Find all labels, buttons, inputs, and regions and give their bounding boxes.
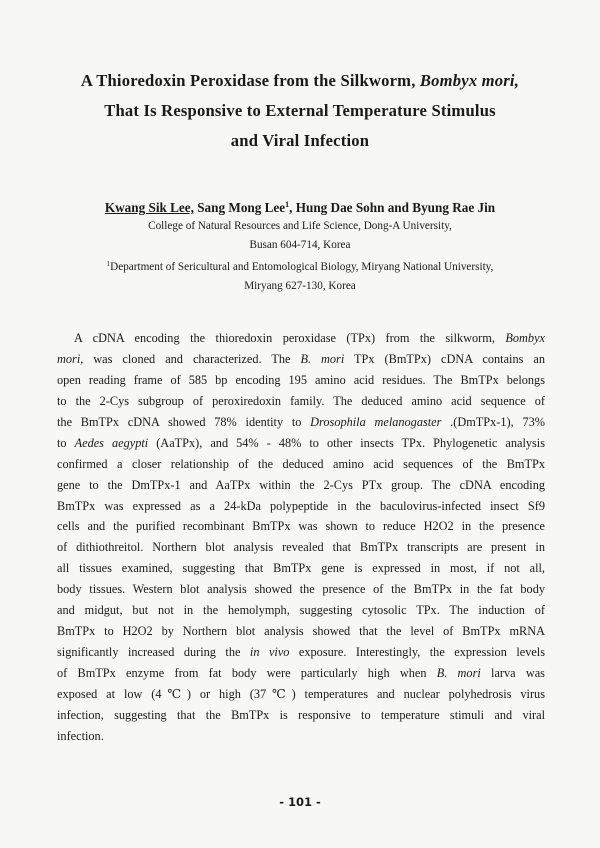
author-second-affil-mark: 1 xyxy=(285,200,290,209)
abstract-italic: in vivo xyxy=(249,645,290,660)
abstract-text: the BmTPx cDNA showed 78% identity to xyxy=(57,414,311,429)
abstract-line: infection, suggesting that the BmTPx is responsive to temperature stimuli and viral xyxy=(57,707,545,722)
author-rest: , Hung Dae Sohn and Byung Rae Jin xyxy=(289,200,496,215)
abstract xyxy=(57,328,545,747)
abstract-line: to the 2-Cys subgroup of peroxiredoxin family. The deduced amino acid sequence of xyxy=(57,393,545,408)
abstract-italic: Aedes aegypti xyxy=(74,435,149,450)
affiliation-1-line-1: College of Natural Resources and Life Science, Dong-A University, xyxy=(148,220,452,232)
abstract-line: gene to the DmTPx-1 and AaTPx within the 2-Cys PTx group. The cDNA encoding xyxy=(57,477,545,492)
abstract-text: larva was xyxy=(480,666,545,680)
paper-title xyxy=(40,66,560,156)
author-list xyxy=(40,196,560,217)
abstract-line: confirmed a closer relationship of the deduced amino acid sequences of the BmTPx xyxy=(57,456,545,471)
affiliation-2-line-1 xyxy=(40,255,560,277)
abstract-italic: Bombyx xyxy=(505,331,545,345)
author-first: Kwang Sik Lee, xyxy=(104,200,194,215)
abstract-italic: mori xyxy=(57,351,81,366)
affiliation-1-line-2: Busan 604-714, Korea xyxy=(249,239,351,251)
author-second: Sang Mong Lee xyxy=(193,200,286,215)
abstract-text: exposure. Interestingly, the expression levels xyxy=(289,645,546,660)
affiliation-1 xyxy=(40,217,560,255)
abstract-text: of BmTPx enzyme from fat body were particularly high when xyxy=(57,666,437,680)
affiliation-2-text: Department of Sericultural and Entomological Biology, Miryang National University, xyxy=(110,261,494,273)
affiliation-2 xyxy=(40,255,560,296)
abstract-line: infection. xyxy=(57,728,104,743)
abstract-line: BmTPx was expressed as a 24-kDa polypeptide in the baculovirus-infected insect Sf9 xyxy=(57,498,545,513)
page-number: - 101 - xyxy=(279,795,321,809)
abstract-line xyxy=(57,433,545,454)
abstract-line: exposed at low (4℃) or high (37℃) temperatures and nuclear polyhedrosis virus xyxy=(57,686,545,701)
abstract-text: to xyxy=(57,435,75,450)
abstract-text: significantly increased during the xyxy=(57,645,250,660)
abstract-text: , was cloned and characterized. The xyxy=(80,351,301,366)
abstract-line xyxy=(57,642,545,663)
title-text: A Thioredoxin Peroxidase from the Silkworm, xyxy=(80,71,420,90)
abstract-italic: Drosophila melanogaster xyxy=(310,414,442,429)
abstract-line xyxy=(57,328,545,349)
abstract-text: (AaTPx), and 54% - 48% to other insects TPx. Phylogenetic analysis xyxy=(148,435,545,450)
affiliation-2-line-2: Miryang 627-130, Korea xyxy=(244,280,356,292)
abstract-line: all tissues examined, suggesting that BmTPx gene is expressed in most, if not all, xyxy=(57,561,545,576)
title-species: Bombyx mori, xyxy=(419,71,520,90)
title-line-1 xyxy=(40,66,560,96)
abstract-line: cells and the purified recombinant BmTPx was shown to reduce H2O2 in the presence xyxy=(57,519,545,534)
abstract-line xyxy=(57,412,545,433)
abstract-line: and midgut, but not in the hemolymph, suggesting cytosolic TPx. The induction of xyxy=(57,603,545,618)
title-line-3: and Viral Infection xyxy=(230,131,370,150)
abstract-line xyxy=(57,349,545,370)
abstract-line xyxy=(57,663,545,684)
affiliation-2-mark: 1 xyxy=(106,260,111,268)
abstract-text: .(DmTPx-1), 73% xyxy=(441,414,545,429)
title-line-2: That Is Responsive to External Temperature Stimulus xyxy=(104,101,496,120)
abstract-text: A cDNA encoding the thioredoxin peroxidase (TPx) from the silkworm, xyxy=(74,331,506,345)
abstract-line: open reading frame of 585 bp encoding 195 amino acid residues. The BmTPx belongs xyxy=(57,372,545,387)
abstract-line: body tissues. Western blot analysis showed the presence of the BmTPx in the fat body xyxy=(57,582,545,597)
abstract-line: of dithiothreitol. Northern blot analysis revealed that BmTPx transcripts are present in xyxy=(57,540,545,555)
abstract-italic: B. mori xyxy=(436,666,481,680)
abstract-text: TPx (BmTPx) cDNA contains an xyxy=(344,351,545,366)
abstract-line: BmTPx to H2O2 by Northern blot analysis showed that the level of BmTPx mRNA xyxy=(57,624,545,639)
abstract-italic: B. mori xyxy=(300,351,345,366)
